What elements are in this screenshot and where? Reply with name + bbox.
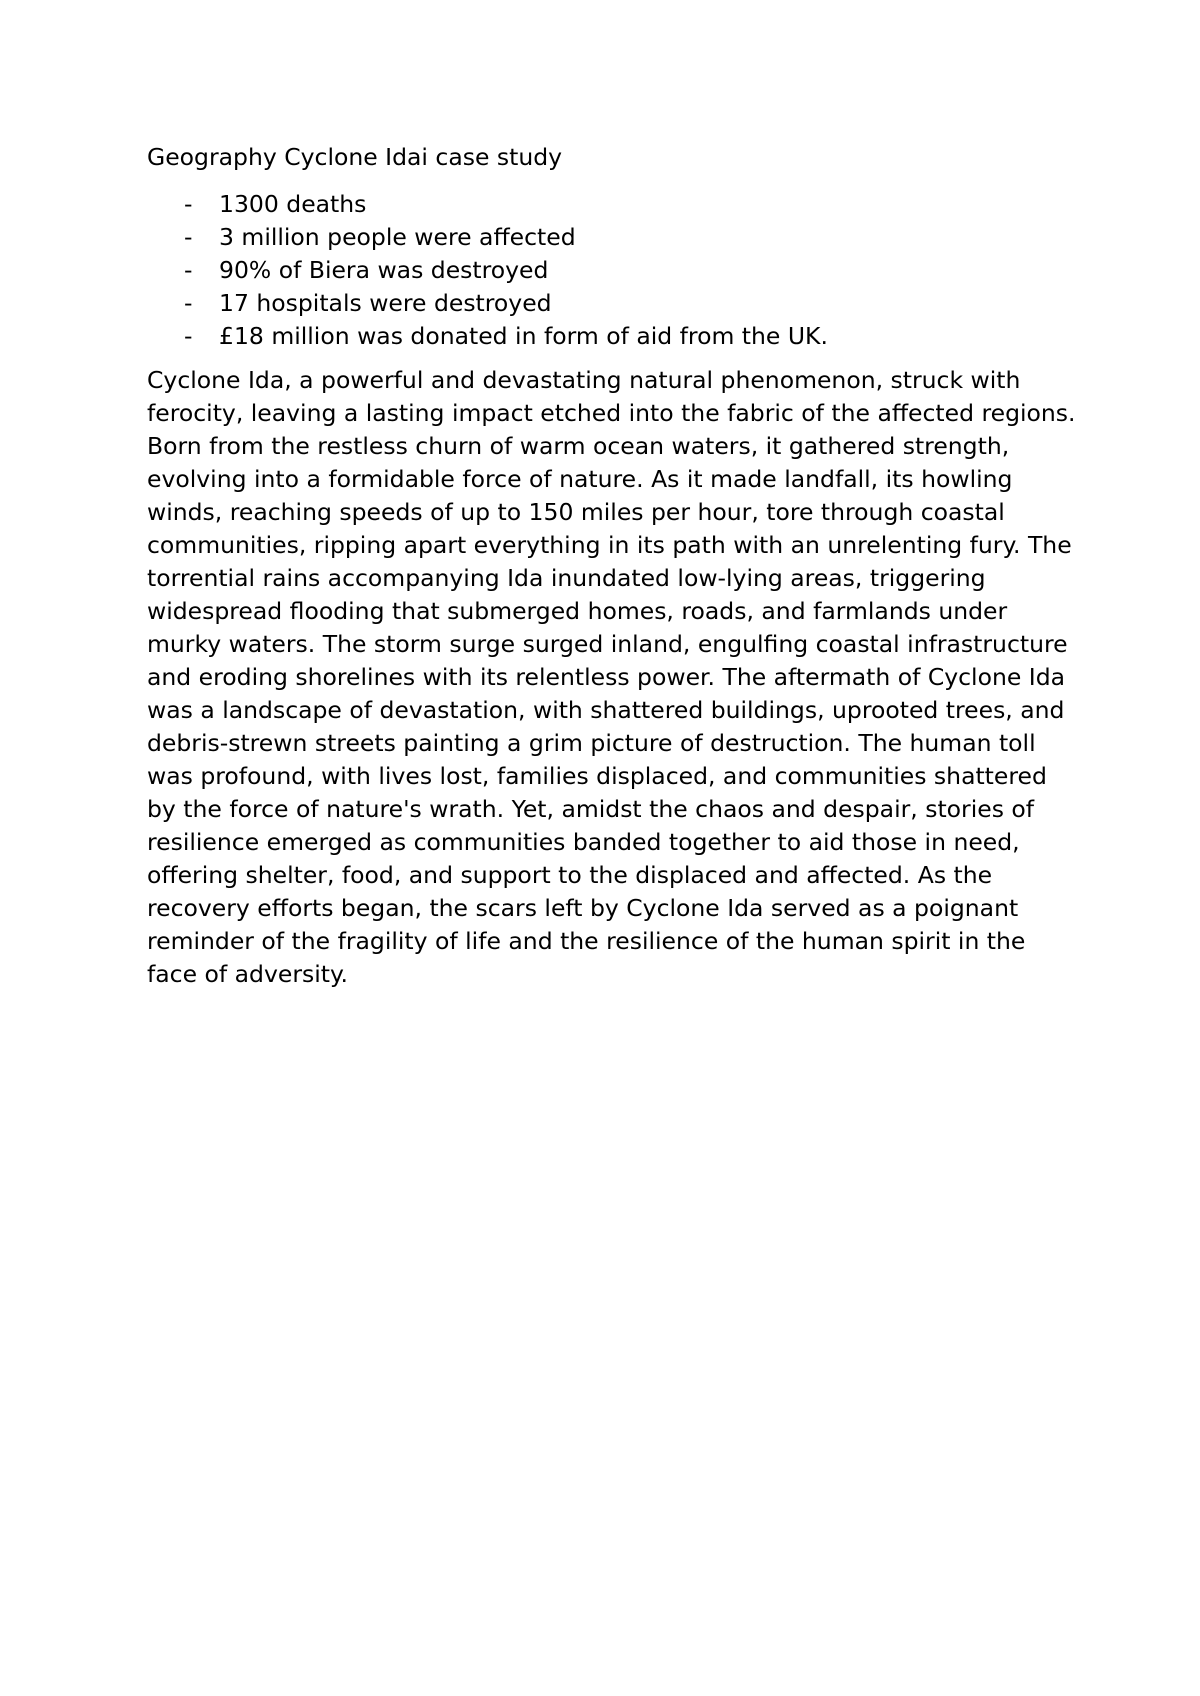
bullet-dash: - [184,256,193,284]
fact-text: 3 million people were affected [219,223,576,251]
bullet-dash: - [184,322,193,350]
list-item [147,287,1077,320]
body-paragraph: Cyclone Ida, a powerful and devastating natural phenomenon, struck with ferocity, leaving a lasting impact etched into the fabric of the affected regions. Born from the restless churn of warm ocean waters, it gathered strength, evolving into a formidable force of nature. As it made landfall, its howling winds, reaching speeds of up to 150 miles per hour, tore through coastal communities, ripping apart everything in its path with an unrelenting fury. The torrential rains accompanying Ida inundated low-lying areas, triggering widespread flooding that submerged homes, roads, and farmlands under murky waters. The storm surge surged inland, engulfing coastal infrastructure and eroding shorelines with its relentless power. The aftermath of Cyclone Ida was a landscape of devastation, with shattered buildings, uprooted trees, and debris-strewn streets painting a grim picture of destruction. The human toll was profound, with lives lost, families displaced, and communities shattered by the force of nature's wrath. Yet, amidst the chaos and despair, stories of resilience emerged as communities banded together to aid those in need, offering shelter, food, and support to the displaced and affected. As the recovery efforts began, the scars left by Cyclone Ida served as a poignant reminder of the fragility of life and the resilience of the human spirit in the face of adversity. [147,366,1076,988]
document-content [147,141,1077,991]
fact-text: 90% of Biera was destroyed [219,256,549,284]
bullet-dash: - [184,190,193,218]
list-item [147,254,1077,287]
fact-text: 1300 deaths [219,190,367,218]
list-item [147,188,1077,221]
fact-text: 17 hospitals were destroyed [219,289,552,317]
bullet-dash: - [184,223,193,251]
facts-list [147,188,1077,353]
fact-text: £18 million was donated in form of aid from the UK. [219,322,828,350]
document-title: Geography Cyclone Idai case study [147,143,563,171]
list-item [147,221,1077,254]
list-item [147,320,1077,353]
bullet-dash: - [184,289,193,317]
